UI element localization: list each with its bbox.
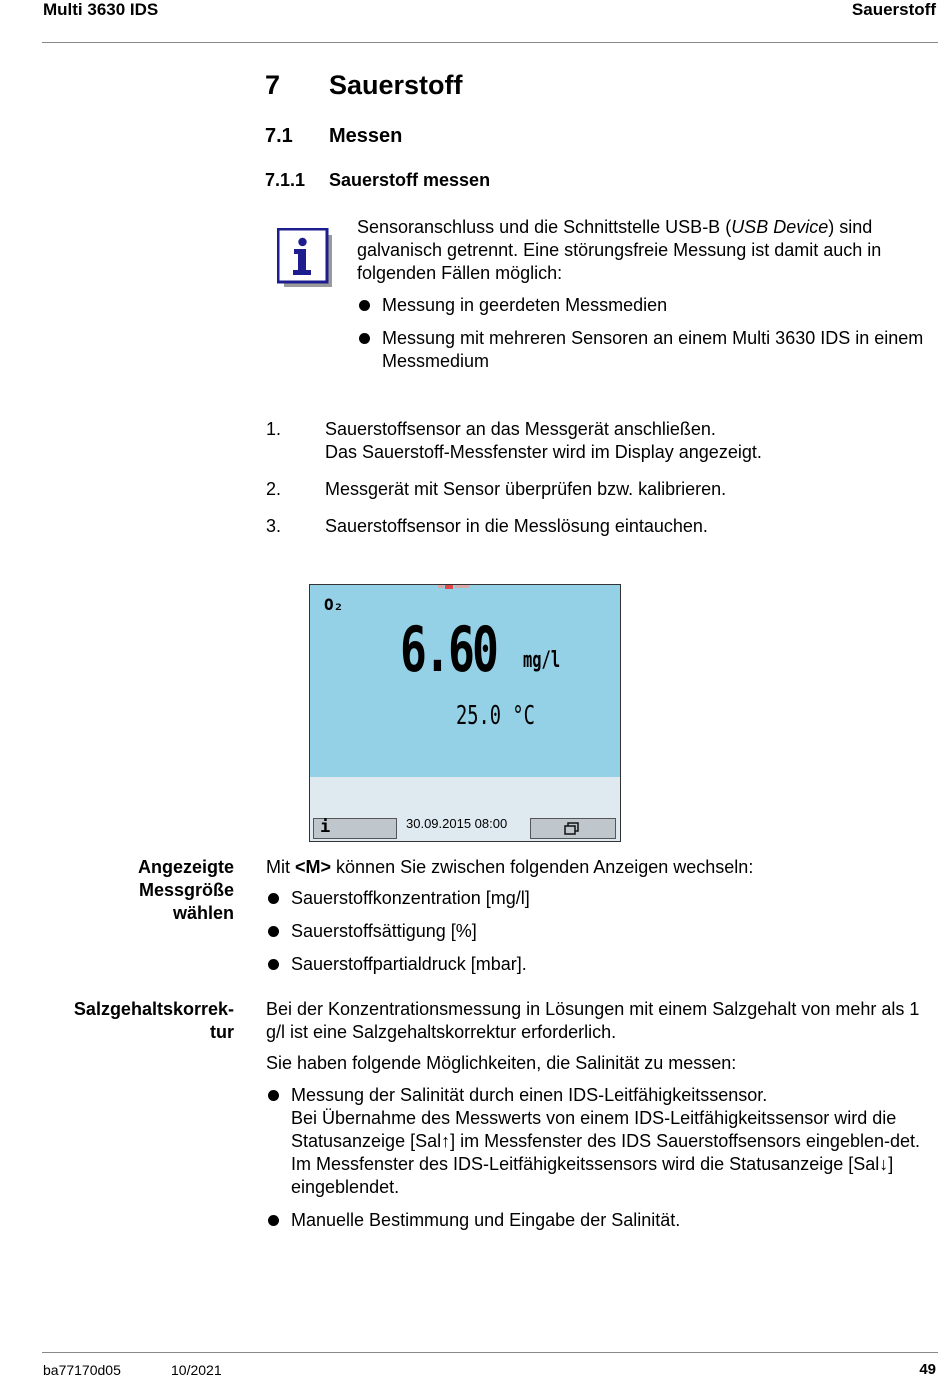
section-number: 7.1 xyxy=(265,125,293,147)
measured-unit: mg/l xyxy=(523,648,561,673)
bullet-text: Messung mit mehreren Sensoren an einem Multi 3630 IDS in einem Messmedium xyxy=(382,328,924,371)
header-title-left: Multi 3630 IDS xyxy=(43,0,159,19)
softkey-info-label: i xyxy=(320,817,331,837)
key-label: <M> xyxy=(295,857,332,877)
footer-doc-id: ba77170d05 xyxy=(43,1362,121,1378)
list-item xyxy=(357,294,927,317)
header-title-right: Sauerstoff xyxy=(851,0,936,19)
display-datetime: 30.09.2015 08:00 xyxy=(406,816,508,831)
info-paragraph xyxy=(357,216,927,285)
bullet-icon xyxy=(359,333,370,344)
status-indicator-icon xyxy=(455,585,469,588)
info-icon xyxy=(277,228,333,288)
header-rule xyxy=(42,42,938,43)
bullet-icon xyxy=(268,926,279,937)
sidebar-heading-line: Angezeigte xyxy=(137,857,234,877)
footer-rule xyxy=(42,1352,938,1353)
list-item xyxy=(266,920,936,943)
list-item xyxy=(266,953,936,976)
bullet-text: Manuelle Bestimmung und Eingabe der Salinität. xyxy=(291,1210,681,1230)
subsection-number: 7.1.1 xyxy=(265,170,306,190)
bullet-icon xyxy=(268,893,279,904)
sidebar-heading-line: tur xyxy=(210,1022,234,1042)
intro-text-a: Mit xyxy=(266,857,295,877)
salinity-bullets xyxy=(266,1084,938,1242)
bullet-text: Sauerstoffkonzentration [mg/l] xyxy=(291,888,530,908)
info-text-italic: USB Device xyxy=(731,217,829,237)
sidebar-heading-line: wählen xyxy=(172,903,234,923)
info-text-b: ) sind galvanisch getrennt. Eine störungsfreie Messung ist damit auch in folgenden Fällen möglich: xyxy=(357,217,882,283)
select-intro xyxy=(266,856,936,879)
status-indicator-icon xyxy=(445,585,453,589)
step-number: 1. xyxy=(266,419,282,439)
footer-date: 10/2021 xyxy=(171,1362,222,1378)
sidebar-heading-line: Messgröße xyxy=(138,880,234,900)
step-item xyxy=(266,418,926,464)
info-text-a: Sensoranschluss und die Schnittstelle USB-B ( xyxy=(357,217,732,237)
device-display xyxy=(309,584,621,842)
bullet-text: Messung der Salinität durch einen IDS-Leitfähigkeitssensor. xyxy=(291,1085,768,1105)
list-item xyxy=(266,887,936,910)
subsection-heading xyxy=(265,170,491,191)
bullet-text: Sauerstoffsättigung [%] xyxy=(291,921,477,941)
list-item xyxy=(357,327,927,373)
measured-value: 6.60 xyxy=(400,613,496,686)
intro-text-b: können Sie zwischen folgenden Anzeigen wechseln: xyxy=(331,857,754,877)
step-item xyxy=(266,515,926,538)
sidebar-heading-select xyxy=(60,856,234,925)
page-number: 49 xyxy=(919,1361,936,1378)
section-heading xyxy=(265,125,403,148)
list-item xyxy=(266,1084,938,1199)
bullet-icon xyxy=(268,1215,279,1226)
softkey-info-button[interactable] xyxy=(313,818,397,839)
window-icon xyxy=(564,822,580,836)
chapter-number: 7 xyxy=(265,70,281,100)
step-text: Sauerstoffsensor in die Messlösung eintauchen. xyxy=(325,516,708,536)
chapter-heading xyxy=(265,70,463,101)
sidebar-heading-line: Salzgehaltskorrek- xyxy=(73,999,234,1019)
salinity-paragraph-2: Sie haben folgende Möglichkeiten, die Salinität zu messen: xyxy=(266,1053,737,1073)
bullet-icon xyxy=(359,300,370,311)
status-indicator-icon xyxy=(438,585,444,588)
section-title: Messen xyxy=(329,125,403,147)
step-item xyxy=(266,478,926,501)
bullet-text: Messung in geerdeten Messmedien xyxy=(382,295,668,315)
salinity-paragraph-1: Bei der Konzentrationsmessung in Lösungen mit einem Salzgehalt von mehr als 1 g/l ist eine Salzgehaltskorrektur erforderlich. xyxy=(266,999,920,1042)
step-list xyxy=(266,418,926,552)
bullet-text: Sauerstoffpartialdruck [mbar]. xyxy=(291,954,527,974)
step-text: Messgerät mit Sensor überprüfen bzw. kalibrieren. xyxy=(325,479,727,499)
temperature-value: 25.0 °C xyxy=(456,701,535,731)
bullet-icon xyxy=(268,1090,279,1101)
subsection-title: Sauerstoff messen xyxy=(329,170,491,190)
step-text: Sauerstoffsensor an das Messgerät anschließen. xyxy=(325,419,716,439)
bullet-detail: Bei Übernahme des Messwerts von einem IDS-Leitfähigkeitssensor wird die Statusanzeige [Sal↑] im Messfenster des IDS Sauerstoffsensors eingeblen-det. Im Messfenster des IDS-Leitfähigkeitssensors wird die Statusanzeige [Sal↓] eingeblendet. xyxy=(291,1108,920,1197)
chapter-title: Sauerstoff xyxy=(329,70,463,100)
list-item xyxy=(266,1209,938,1232)
step-number: 2. xyxy=(266,479,282,499)
select-bullets xyxy=(266,887,936,986)
step-number: 3. xyxy=(266,516,282,536)
step-result: Das Sauerstoff-Messfenster wird im Display angezeigt. xyxy=(325,442,762,462)
bullet-icon xyxy=(268,959,279,970)
sidebar-heading-salinity xyxy=(40,998,234,1044)
param-label: O₂ xyxy=(324,595,344,614)
softkey-window-button[interactable] xyxy=(530,818,616,839)
info-bullets xyxy=(357,294,927,383)
